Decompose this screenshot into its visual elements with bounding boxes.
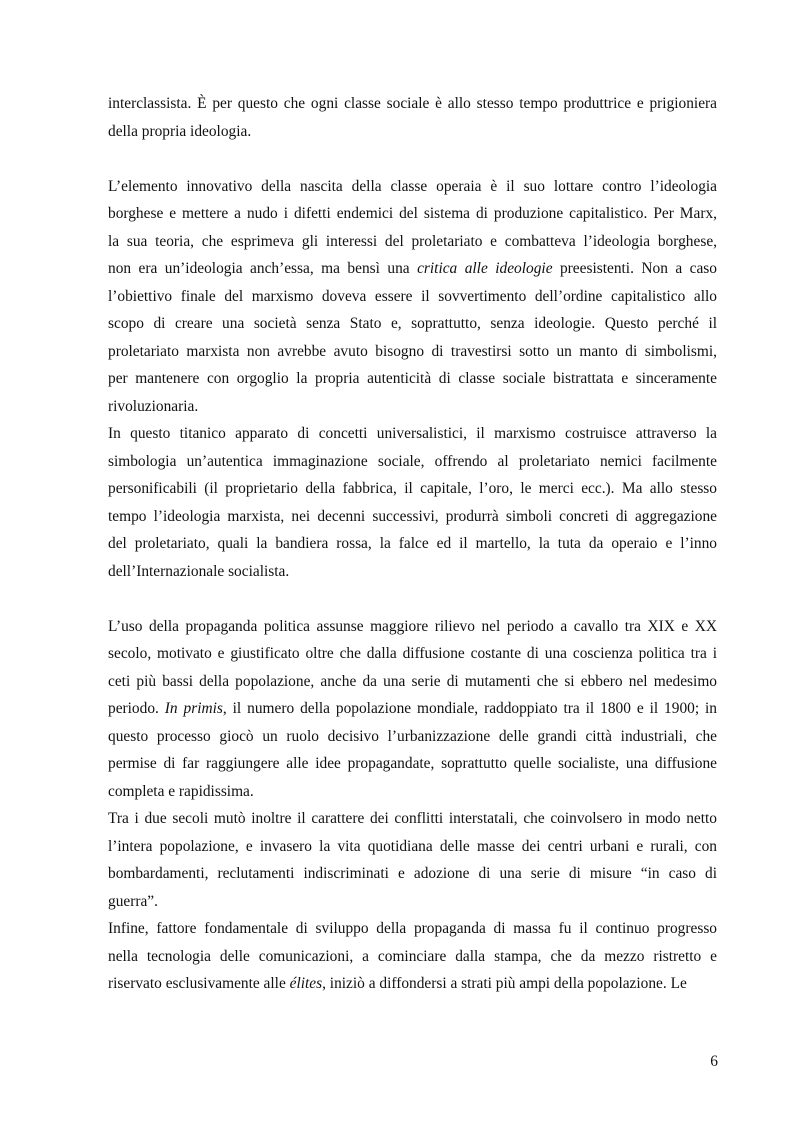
paragraph — [108, 173, 717, 421]
page-number: 6 — [710, 1053, 718, 1070]
body-text — [108, 90, 717, 998]
text-line: secolo, motivato e giustificato oltre che dalla diffusione costante di una coscienza politica tra i — [108, 645, 717, 662]
paragraph — [108, 613, 717, 806]
text-line: Tra i due secoli mutò inoltre il carattere dei conflitti interstatali, che coinvolsero in modo netto — [108, 810, 717, 827]
paragraph-gap — [108, 585, 717, 613]
text-line: riservato esclusivamente alle élites, iniziò a diffondersi a strati più ampi della popolazione. Le — [108, 975, 687, 992]
paragraph — [108, 805, 717, 915]
text-line: Infine, fattore fondamentale di sviluppo della propaganda di massa fu il continuo progresso — [108, 920, 717, 937]
text-line: periodo. In primis, il numero della popolazione mondiale, raddoppiato tra il 1800 e il 1900; in — [108, 700, 718, 717]
text-line: nella tecnologia delle comunicazioni, a cominciare dalla stampa, che da mezzo ristretto e — [108, 947, 717, 965]
text-line: questo processo giocò un ruolo decisivo l’urbanizzazione delle grandi città industriali, che — [108, 727, 717, 745]
text-line: proletariato marxista non avrebbe avuto bisogno di travestirsi sotto un manto di simbolismi, — [108, 342, 717, 360]
text-line: permise di far raggiungere alle idee propagandate, soprattutto quelle socialiste, una diffusione — [108, 755, 717, 772]
text-line: della propria ideologia. — [108, 122, 252, 140]
paragraph — [108, 420, 717, 585]
text-line: scopo di creare una società senza Stato e, soprattutto, senza ideologie. Questo perché il — [108, 315, 717, 332]
text-line: completa e rapidissima. — [108, 782, 254, 800]
text-line: bombardamenti, reclutamenti indiscriminati e adozione di una serie di misure “in caso di — [108, 865, 717, 882]
italic-phrase: In primis — [164, 700, 223, 717]
text-line: tempo l’ideologia marxista, nei decenni successivi, produrrà simboli concreti di aggregazione — [108, 507, 717, 525]
text-line: la sua teoria, che esprimeva gli interessi del proletariato e combatteva l’ideologia borghese, — [108, 232, 717, 250]
text-line: l’intera popolazione, e invasero la vita quotidiana delle masse dei centri urbani e rurali, con — [108, 837, 717, 855]
text-line: dell’Internazionale socialista. — [108, 562, 290, 580]
text-line: non era un’ideologia anch’essa, ma bensì una critica alle ideologie preesistenti. Non a caso — [108, 260, 717, 277]
text-line: interclassista. È per questo che ogni classe sociale è allo stesso tempo produttrice e prigioniera — [108, 95, 717, 112]
text-line: per mantenere con orgoglio la propria autenticità di classe sociale bistrattata e sinceramente — [108, 370, 717, 387]
italic-phrase: élites — [289, 975, 323, 992]
text-line: guerra”. — [108, 892, 158, 910]
text-line: del proletariato, quali la bandiera rossa, la falce ed il martello, la tuta da operaio e l’inno — [108, 535, 717, 552]
text-line: L’elemento innovativo della nascita della classe operaia è il suo lottare contro l’ideologia — [108, 177, 717, 195]
paragraph-gap — [108, 145, 717, 173]
text-line: simbologia un’autentica immaginazione sociale, offrendo al proletariato nemici facilmente — [108, 452, 717, 470]
text-line: l’obiettivo finale del marxismo doveva essere il sovvertimento dell’ordine capitalistico allo — [108, 287, 717, 305]
text-line: L’uso della propaganda politica assunse maggiore rilievo nel periodo a cavallo tra XIX e XX — [108, 617, 717, 635]
italic-phrase: critica alle ideologie — [417, 260, 553, 277]
text-line: ceti più bassi della popolazione, anche da una serie di mutamenti che si ebbero nel medesimo — [108, 672, 717, 690]
paragraph — [108, 915, 717, 998]
paragraph — [108, 90, 717, 145]
text-line: rivoluzionaria. — [108, 397, 199, 415]
text-line: borghese e mettere a nudo i difetti endemici del sistema di produzione capitalistico. Per Marx, — [108, 205, 717, 222]
text-line: In questo titanico apparato di concetti universalistici, il marxismo costruisce attraverso la — [108, 425, 717, 442]
text-line: personificabili (il proprietario della fabbrica, il capitale, l’oro, le merci ecc.). Ma allo stesso — [108, 480, 717, 497]
